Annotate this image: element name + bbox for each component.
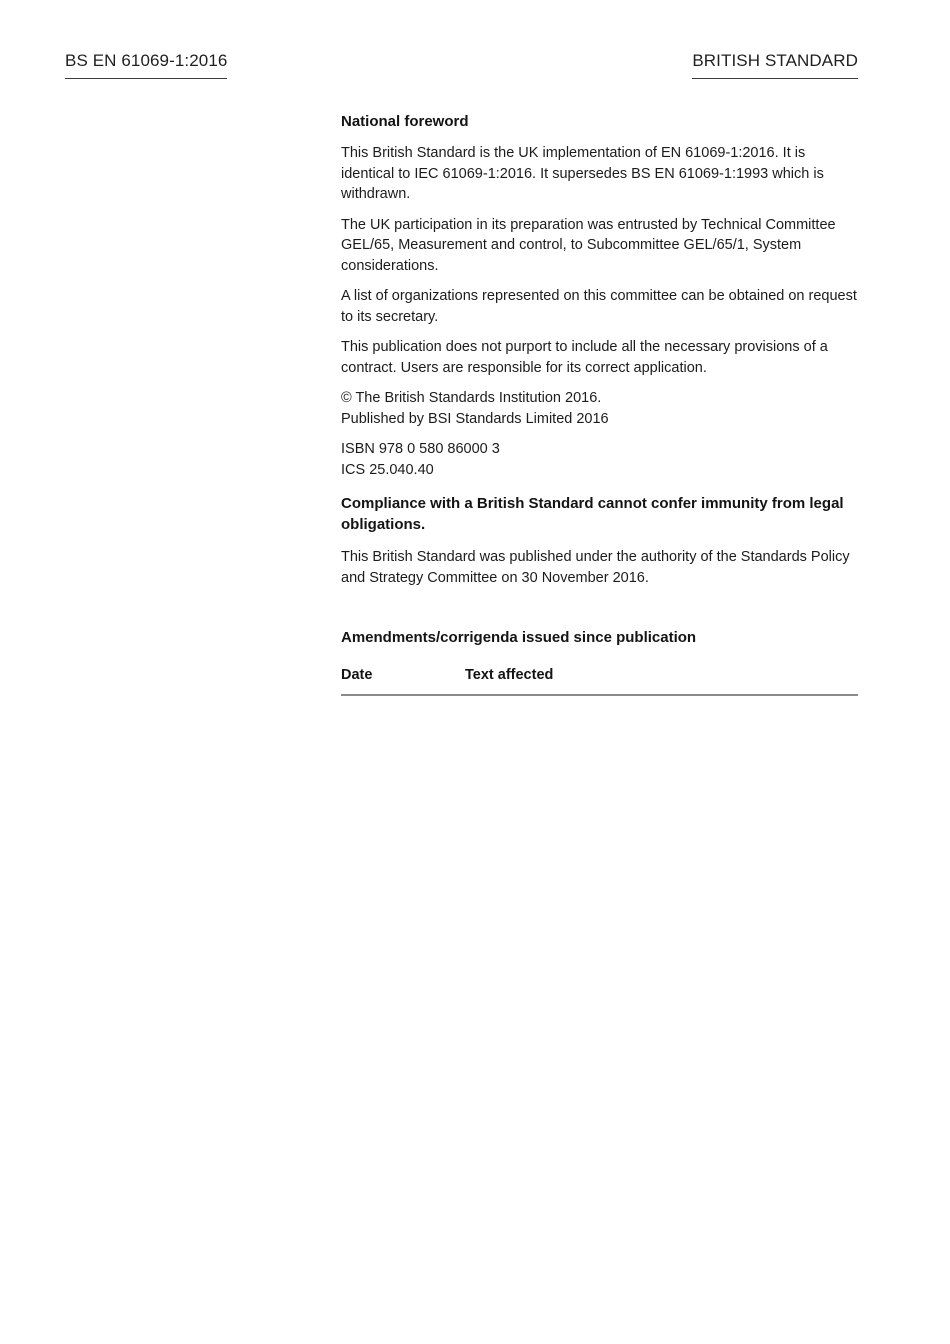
amendments-title: Amendments/corrigenda issued since publication [341,629,697,646]
page-header [65,51,858,79]
paragraph-participation: The UK participation in its preparation was entrusted by Technical Committee GEL/65, Measurement and control, to Subcommittee GEL/65/1, System considerations. [341,216,836,274]
amendments-table-header [341,665,858,686]
paragraph-organizations: A list of organizations represented on this committee can be obtained on request to its secretary. [341,288,857,325]
ics-line: ICS 25.040.40 [341,461,434,478]
copyright-line: © The British Standards Institution 2016. [341,390,602,406]
compliance-note: Compliance with a British Standard cannot confer immunity from legal obligations. [341,495,844,533]
publisher-line: Published by BSI Standards Limited 2016 [341,410,609,427]
standard-label: BRITISH STANDARD [692,51,858,79]
paragraph-implementation: This British Standard is the UK implementation of EN 61069-1:2016. It is identical to IEC 61069-1:2016. It supersedes BS EN 61069-1:1993 which is withdrawn. [341,145,824,202]
copyright-block [341,388,858,429]
column-header-date: Date [341,667,373,683]
isbn-line: ISBN 978 0 580 86000 3 [341,441,500,457]
paragraph-authority: This British Standard was published under the authority of the Standards Policy and Strategy Committee on 30 November 2016. [341,549,850,586]
foreword-title: National foreword [341,113,469,130]
paragraph-provisions: This publication does not purport to include all the necessary provisions of a contract. Users are responsible for its correct application. [341,339,828,376]
isbn-block [341,439,858,480]
document-number: BS EN 61069-1:2016 [65,51,227,79]
amendments-section [341,628,858,696]
column-header-text-affected: Text affected [465,667,554,683]
amendments-table-rule [341,694,858,696]
foreword-section [341,112,858,696]
